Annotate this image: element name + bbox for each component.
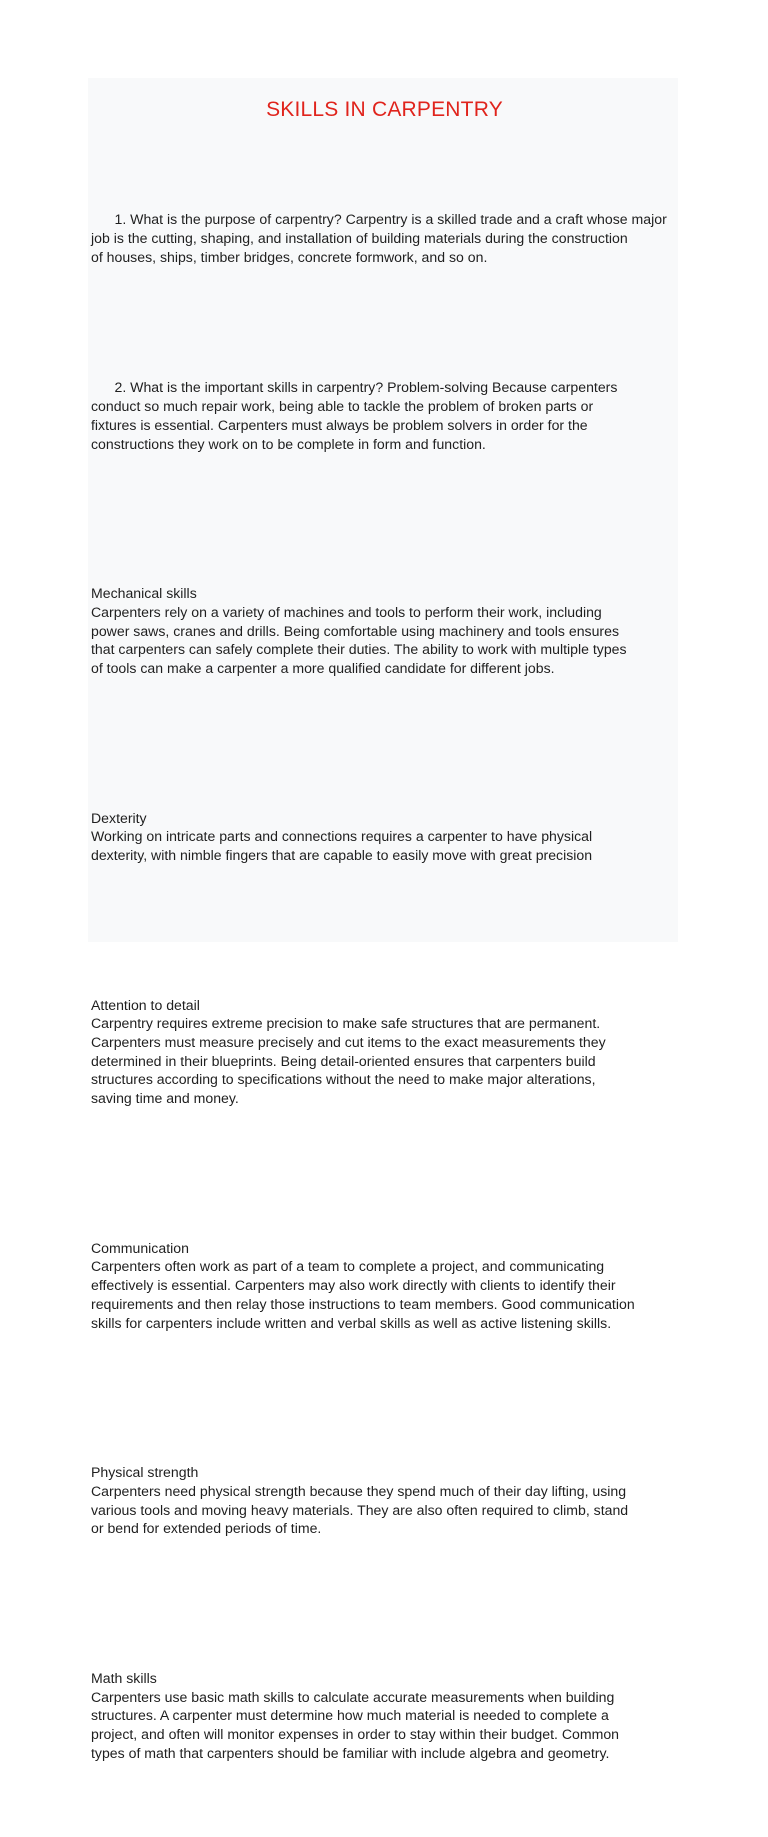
- paragraph-text: Carpenters need physical strength because they spend much of their day lifting, using various tools and moving heavy materials. They are also often required to climb, stand or bend for extended periods of time.: [91, 1482, 629, 1537]
- section-heading: Dexterity: [91, 809, 147, 826]
- paragraph-important-skills: [91, 360, 678, 472]
- document-body: [91, 154, 678, 1837]
- section-heading: Physical strength: [91, 1464, 199, 1481]
- paragraph-text: 2. What is the important skills in carpentry? Problem-solving Because carpenters conduct so much repair work, being able to tackle the problem of broken parts or fixtures is essential. Carpenters must always be problem solvers in order for the constructions they work on to be complete in form and function.: [91, 379, 618, 452]
- paragraph-text: Carpenters use basic math skills to calculate accurate measurements when building structures. A carpenter must determine how much material is needed to complete a project, and often will monitor expenses in order to stay within their budget. Common types of math that carpenters should be familiar with include algebra and geometry.: [91, 1688, 619, 1761]
- paragraph-text: Carpenters rely on a variety of machines and tools to perform their work, including power saws, cranes and drills. Being comfortable using machinery and tools ensures that carpenters can safely complete their duties. The ability to work with multiple types of tools can make a carpenter a more qualified candidate for different jobs.: [91, 603, 627, 676]
- section-heading: Mechanical skills: [91, 585, 197, 602]
- paragraph-text: 1. What is the purpose of carpentry? Carpentry is a skilled trade and a craft whose major job is the cutting, shaping, and installation of building materials during the construction of houses, ships, timber bridges, concrete formwork, and so on.: [91, 211, 667, 265]
- section-heading: Math skills: [91, 1669, 157, 1686]
- section-attention-to-detail: [91, 958, 678, 1126]
- section-mechanical-skills: [91, 547, 678, 697]
- section-heading: Communication: [91, 1239, 189, 1256]
- section-communication: [91, 1201, 678, 1351]
- document-page: [88, 78, 678, 1761]
- paragraph-purpose: [91, 191, 678, 285]
- section-heading: Attention to detail: [91, 996, 200, 1013]
- paragraph-text: Carpentry requires extreme precision to make safe structures that are permanent. Carpenters must measure precisely and cut items to the exact measurements they determined in their blueprints. Being detail-oriented ensures that carpenters build structures according to specifications without the need to make major alterations, saving time and money.: [91, 1015, 606, 1107]
- section-physical-strength: [91, 1426, 678, 1557]
- page-title: SKILLS IN CARPENTRY: [266, 98, 503, 121]
- section-math-skills: [91, 1631, 678, 1781]
- paragraph-text: Working on intricate parts and connections requires a carpenter to have physical dexterity, with nimble fingers that are capable to easily move with great precision: [91, 828, 593, 863]
- section-dexterity: [91, 771, 678, 883]
- paragraph-text: Carpenters often work as part of a team to complete a project, and communicating effectively is essential. Carpenters may also work directly with clients to identify their requirements and then relay those instructions to team members. Good communication skills for carpenters include written and verbal skills as well as active listening skills.: [91, 1258, 635, 1331]
